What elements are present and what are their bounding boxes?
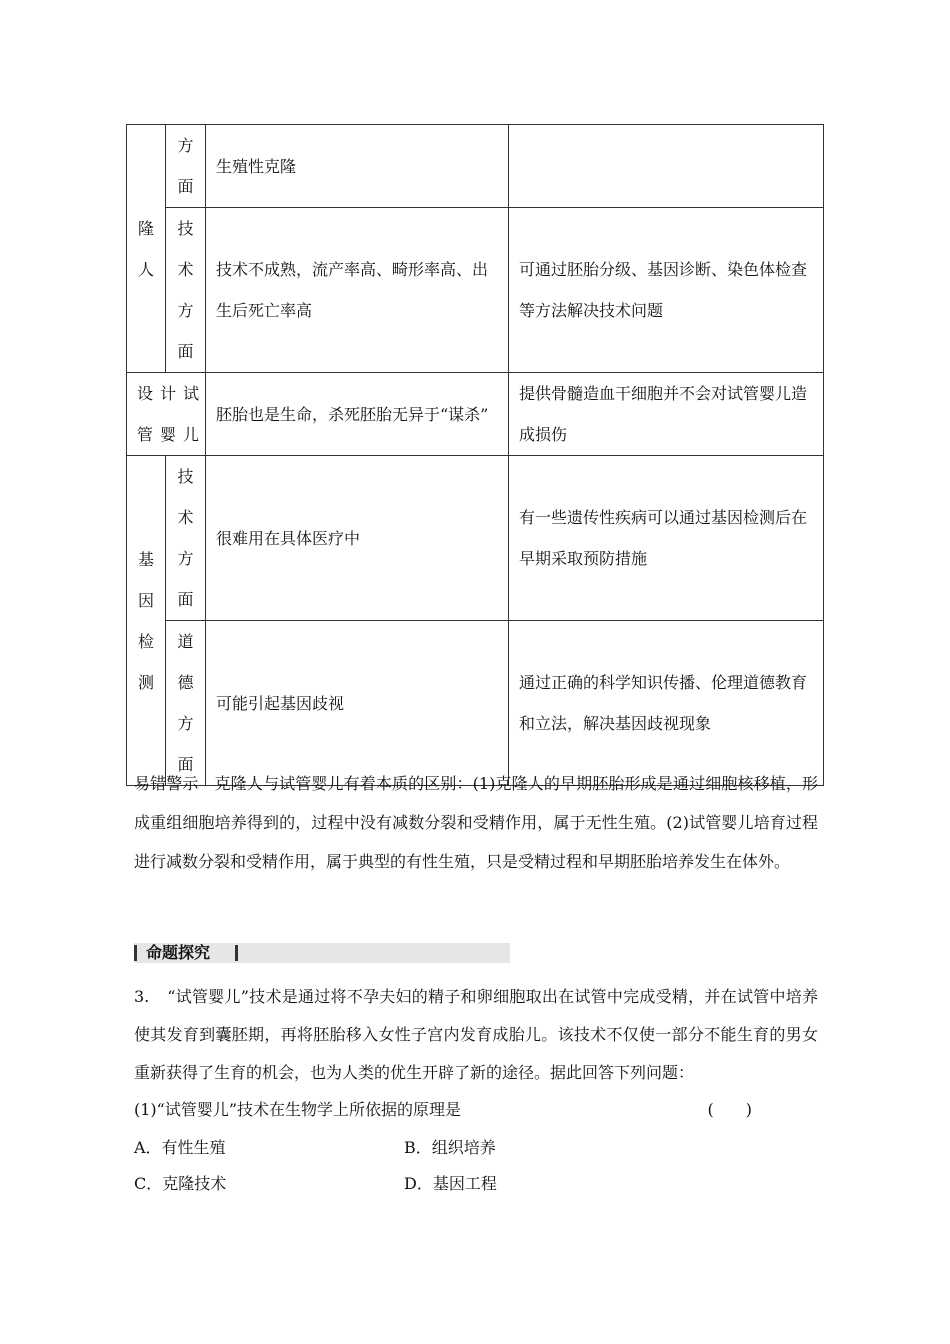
section-header [134,943,510,963]
option-d: D．基因工程 [404,1174,497,1193]
section-marker-right [235,945,238,961]
question-text: “试管婴儿”技术是通过将不孕夫妇的精子和卵细胞取出在试管中完成受精，并在试管中培养使其发育到囊胚期，再将胚胎移入女性子宫内发育成胎儿。该技术不仅使一部分不能生育的男女重新获得了生育的机会，也为人类的优生开辟了新的途径。据此回答下列问题： [134,987,818,1082]
con-cell: 胚胎也是生命，杀死胚胎无异于“谋杀” [206,373,509,456]
aspect-char: 面 [177,177,194,196]
con-cell: 很难用在具体医疗中 [206,456,509,621]
question-number: 3. [134,987,150,1006]
aspect-char: 技 [177,219,194,238]
aspect-char: 技 [177,467,194,486]
con-cell: 可能引起基因歧视 [206,621,509,786]
aspect-cell [166,456,206,621]
aspect-char: 面 [177,755,194,774]
aspect-char: 术 [177,260,194,279]
ethics-comparison-table [126,124,824,786]
group-cell-clone [127,125,166,373]
group-cell-gene-test [127,456,166,786]
table-row [127,125,824,208]
group-char: 隆 [137,218,154,238]
group-char: 测 [137,672,154,692]
pro-cell: 有一些遗传性疾病可以通过基因检测后在早期采取预防措施 [509,456,824,621]
error-warning-paragraph [134,764,818,881]
aspect-char: 面 [177,342,194,361]
aspect-cell [166,208,206,373]
group-char: 因 [137,590,154,610]
group-cell-designer-baby: 设计试管婴儿 [127,373,206,456]
option-b: B．组织培养 [404,1138,496,1157]
group-char: 人 [137,259,154,279]
aspect-cell [166,621,206,786]
pro-cell: 可通过胚胎分级、基因诊断、染色体检查等方法解决技术问题 [509,208,824,373]
aspect-char: 面 [177,590,194,609]
group-char: 检 [137,631,154,651]
aspect-char: 方 [177,714,194,733]
sub-question-1 [134,1091,818,1129]
table-row [127,621,824,786]
pro-cell: 提供骨髓造血干细胞并不会对试管婴儿造成损伤 [509,373,824,456]
option-a: A．有性生殖 [134,1138,226,1157]
option-c: C．克隆技术 [134,1174,227,1193]
pro-cell [509,125,824,208]
answer-parentheses: ( ) [707,1100,752,1119]
aspect-char: 德 [177,673,194,692]
con-cell: 生殖性克隆 [206,125,509,208]
group-char: 基 [137,549,154,569]
aspect-char: 方 [177,301,194,320]
aspect-char: 方 [177,549,194,568]
table-row [127,208,824,373]
question-stem [134,978,818,1092]
aspect-cell [166,125,206,208]
aspect-char: 术 [177,508,194,527]
con-cell: 技术不成熟，流产率高、畸形率高、出生后死亡率高 [206,208,509,373]
warning-label: 易错警示 [134,774,199,793]
sub-question-text: (1)“试管婴儿”技术在生物学上所依据的原理是 [134,1100,462,1119]
aspect-char: 道 [177,632,194,651]
pro-cell: 通过正确的科学知识传播、伦理道德教育和立法，解决基因歧视现象 [509,621,824,786]
aspect-char: 方 [177,136,194,155]
table-row [127,373,824,456]
section-title: 命题探究 [146,943,211,962]
table-row [127,456,824,621]
section-marker-left [134,945,137,961]
warning-text: 克隆人与试管婴儿有着本质的区别：(1)克隆人的早期胚胎形成是通过细胞核移植，形成重组细胞培养得到的，过程中没有减数分裂和受精作用，属于无性生殖。(2)试管婴儿培育过程进行减数分裂和受精作用，属于典型的有性生殖，只是受精过程和早期胚胎培养发生在体外。 [134,774,818,871]
